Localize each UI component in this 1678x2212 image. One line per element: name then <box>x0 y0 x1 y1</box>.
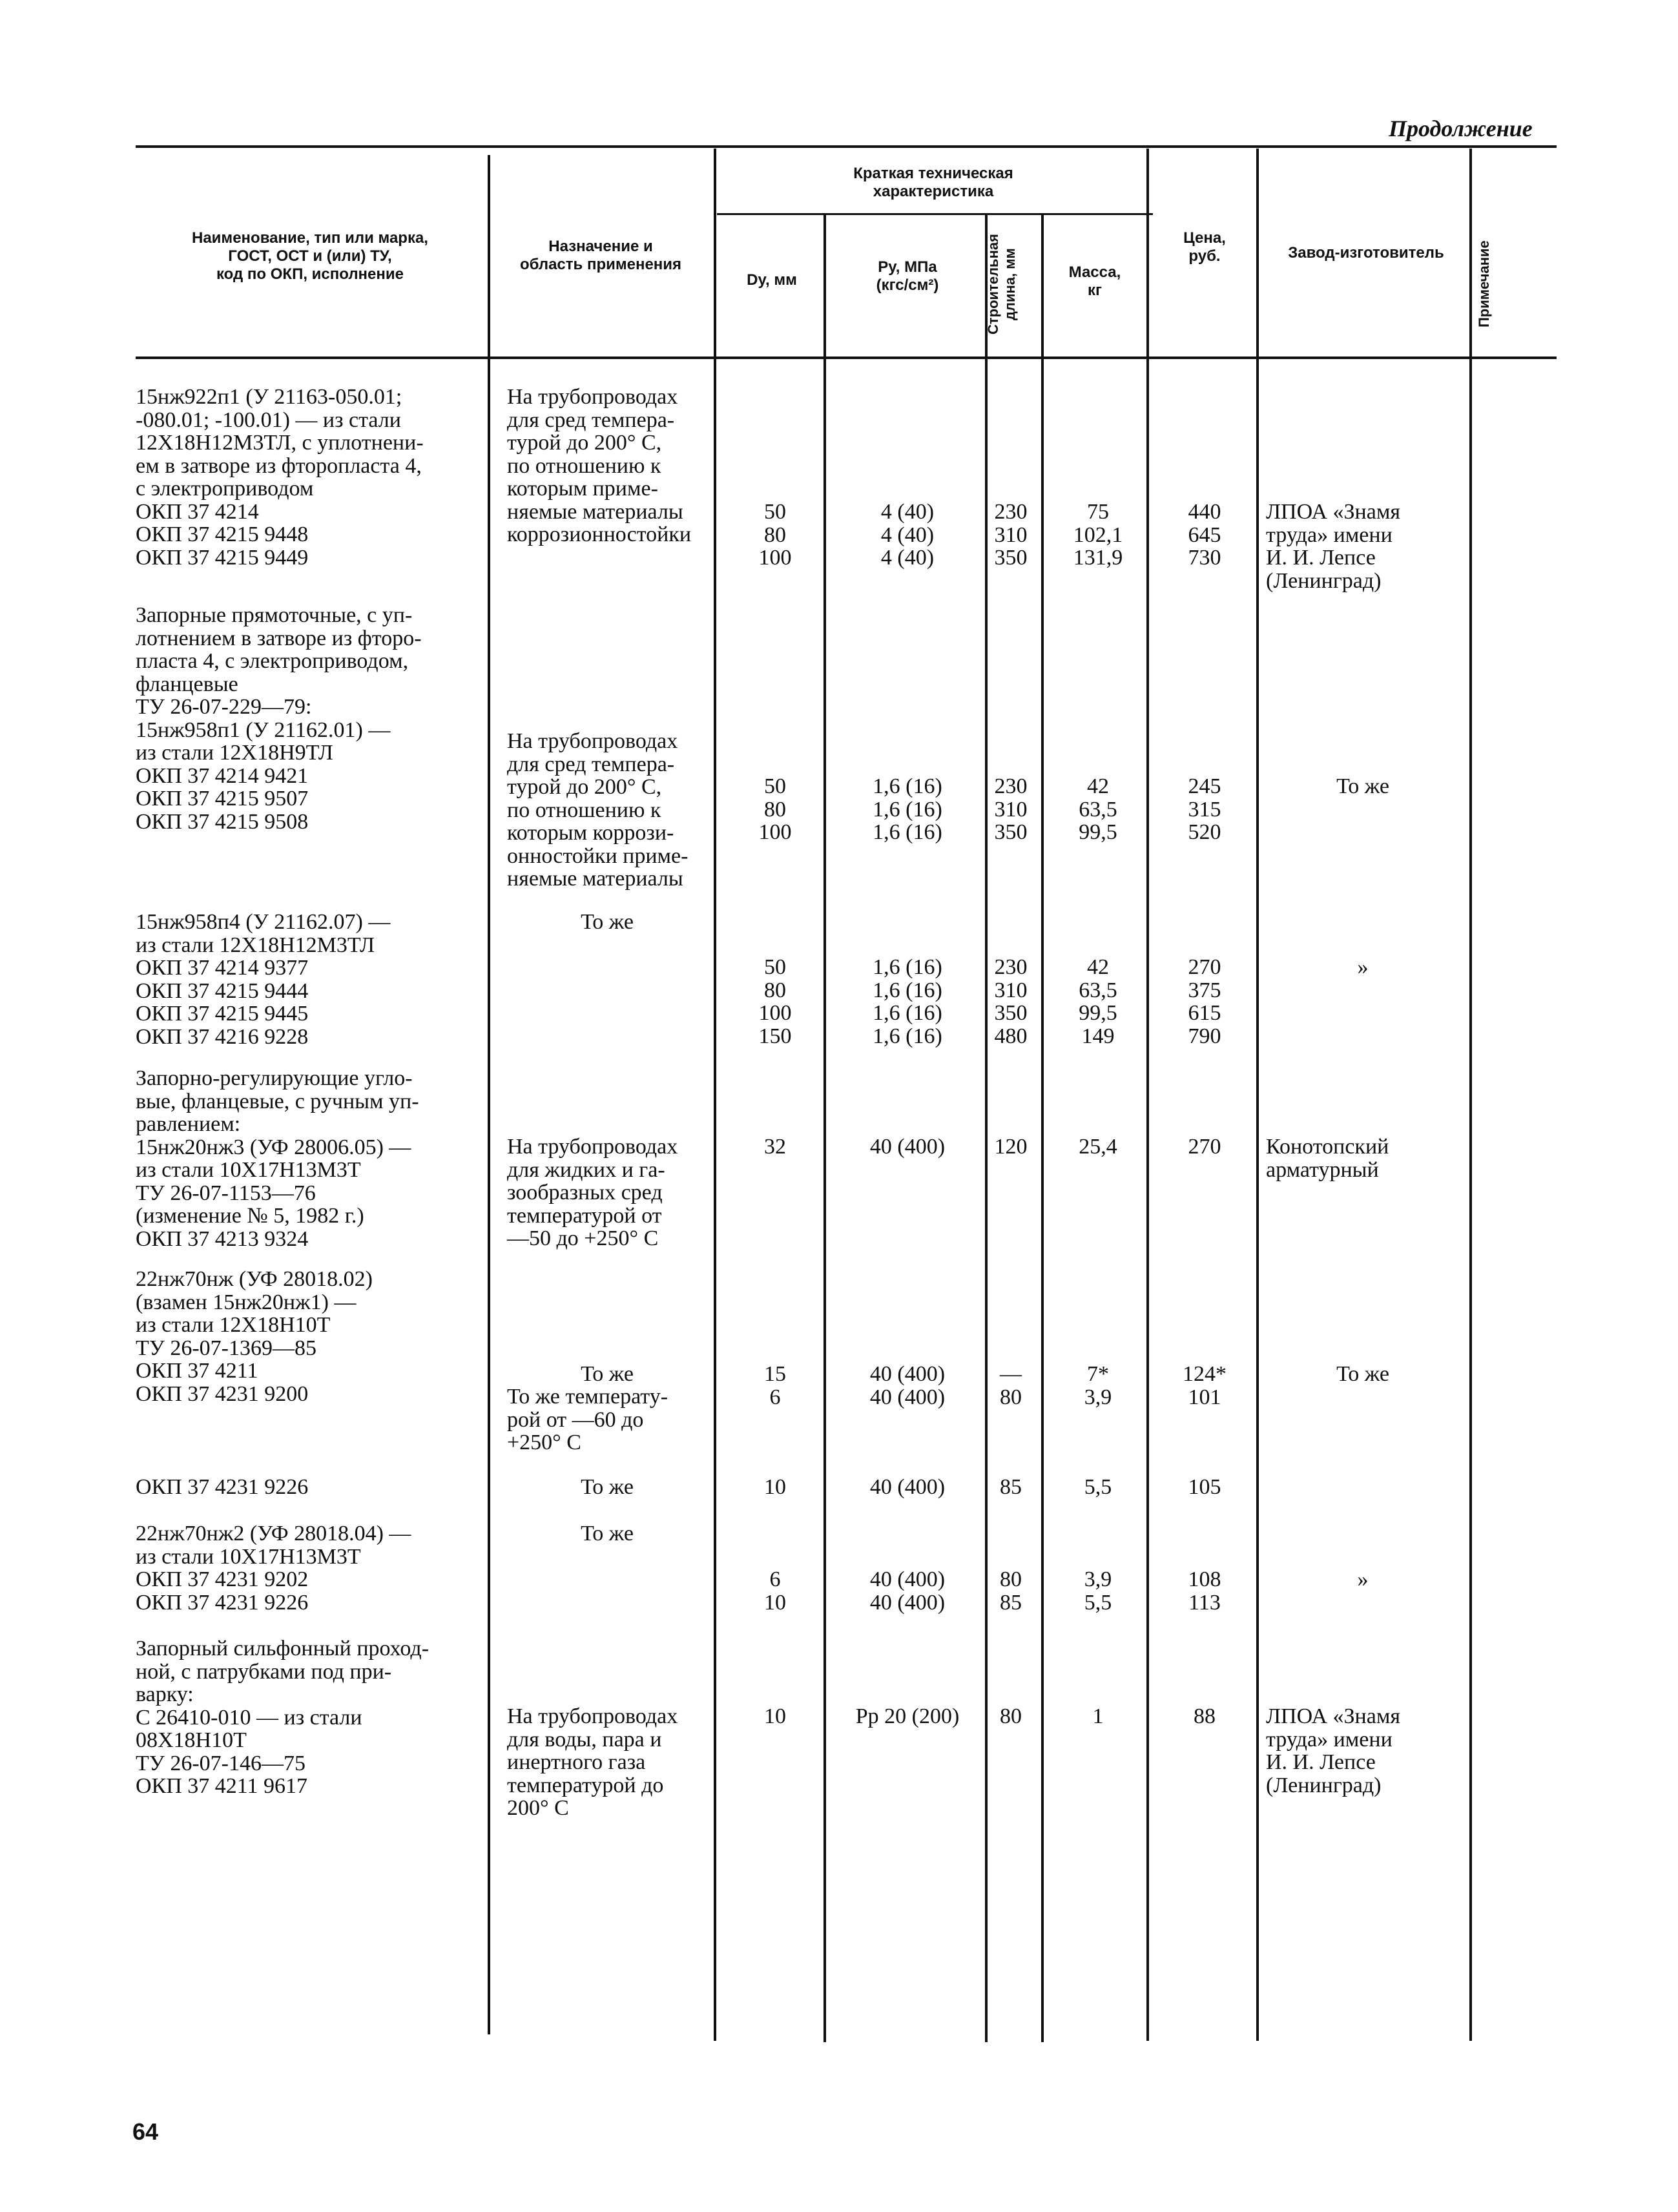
row-purpose: То же температу- рой от —60 до +250° С <box>507 1385 668 1454</box>
row-maker: То же <box>1336 774 1389 798</box>
row-dy: 6 10 <box>764 1567 786 1615</box>
row-length: 120 <box>994 1135 1028 1159</box>
row-mass: 42 63,5 99,5 149 <box>1079 955 1117 1048</box>
row-purpose: То же <box>581 1362 634 1386</box>
header-mass: Масса, кг <box>1068 264 1121 299</box>
row-maker: » <box>1357 1567 1369 1591</box>
header-py: Pу, МПа (кгс/см²) <box>876 258 939 294</box>
header-tech: Краткая техническая характеристика <box>853 165 1013 200</box>
row-dy: 50 80 100 150 <box>758 955 792 1048</box>
column-divider <box>714 149 716 2041</box>
row-py: 40 (400) <box>869 1475 946 1499</box>
header-purpose: Назначение и область применения <box>519 238 682 273</box>
row-length: 80 <box>1000 1704 1022 1728</box>
row-price: 440 645 730 <box>1188 500 1221 570</box>
column-divider <box>488 155 490 2034</box>
row-price: 88 <box>1194 1704 1216 1728</box>
row-purpose: То же <box>581 1522 634 1545</box>
header-dy: Dу, мм <box>747 271 797 289</box>
row-name: ОКП 37 4231 9226 <box>136 1475 309 1499</box>
row-mass: 3,9 5,5 <box>1084 1567 1112 1615</box>
header-rule <box>136 357 1557 359</box>
row-length: 230 310 350 <box>994 500 1028 570</box>
row-py: 1,6 (16) 1,6 (16) 1,6 (16) <box>873 774 942 844</box>
row-purpose: На трубопроводах для воды, пара и инертного газа температурой до 200° С <box>507 1704 678 1820</box>
row-maker: » <box>1357 955 1369 979</box>
column-divider <box>823 214 826 2042</box>
row-price: 124* 101 <box>1183 1362 1227 1409</box>
row-purpose: То же <box>581 1475 634 1499</box>
row-length: 230 310 350 480 <box>994 955 1028 1048</box>
row-length: 230 310 350 <box>994 774 1028 844</box>
row-purpose: На трубопроводах для сред темпера- турой до 200° С, по отношению к которым приме- няемые материалы коррозионностойки <box>507 385 692 546</box>
row-py: 4 (40) 4 (40) 4 (40) <box>880 500 935 570</box>
column-divider <box>1469 149 1472 2041</box>
row-mass: 5,5 <box>1084 1475 1112 1499</box>
page-number: 64 <box>132 2118 159 2145</box>
header-note: Примечание <box>1476 240 1492 328</box>
row-purpose: На трубопроводах для сред темпера- турой до 200° С, по отношению к которым коррози- онностойки приме- няемые материалы <box>507 729 689 891</box>
row-dy: 50 80 100 <box>758 774 792 844</box>
header-price: Цена, руб. <box>1183 229 1226 265</box>
row-length: 80 85 <box>1000 1567 1022 1615</box>
row-maker: ЛПОА «Знамя труда» имени И. И. Лепсе (Ленинград) <box>1266 1704 1401 1797</box>
row-mass: 75 102,1 131,9 <box>1073 500 1123 570</box>
header-length: Строительная длина, мм <box>985 234 1018 335</box>
row-name: Запорный сильфонный проход- ной, с патрубками под при- варку: С 26410-010 — из стали 08Х18Н10Т ТУ 26-07-146—75 ОКП 37 4211 9617 <box>136 1637 430 1798</box>
row-mass: 42 63,5 99,5 <box>1079 774 1117 844</box>
row-name: 15нж922п1 (У 21163-050.01; -080.01; -100.01) — из стали 12Х18Н12М3ТЛ, с уплотнени- ем в затворе из фторопласта 4, с электроприводом ОКП 37 4214 ОКП 37 4215 9448 ОКП 37 4215 9449 <box>136 385 424 570</box>
row-purpose: То же <box>581 910 634 934</box>
row-length: — 80 <box>1000 1362 1022 1409</box>
row-py: 40 (400) 40 (400) <box>869 1567 946 1615</box>
row-dy: 15 6 <box>764 1362 786 1409</box>
header-maker: Завод-изготовитель <box>1288 244 1444 262</box>
row-dy: 50 80 100 <box>758 500 792 570</box>
row-py: 40 (400) <box>869 1135 946 1159</box>
row-mass: 7* 3,9 <box>1084 1362 1112 1409</box>
row-name: 22нж70нж (УФ 28018.02) (взамен 15нж20нж1) — из стали 12Х18Н10Т ТУ 26-07-1369—85 ОКП 37 4211 ОКП 37 4231 9200 <box>136 1267 373 1406</box>
row-name: Запорно-регулирующие угло- вые, фланцевые, с ручным уп- равлением: 15нж20нж3 (УФ 28006.05) — из стали 10Х17Н13М3Т ТУ 26-07-1153—76 (изменение № 5, 1982 г.) ОКП 37 4213 9324 <box>136 1066 419 1251</box>
row-purpose: На трубопроводах для жидких и га- зообразных сред температурой от —50 до +250° С <box>507 1135 678 1250</box>
header-name: Наименование, тип или марка, ГОСТ, ОСТ и (или) ТУ, код по ОКП, исполнение <box>192 229 428 283</box>
row-length: 85 <box>1000 1475 1022 1499</box>
column-divider <box>1146 149 1149 2041</box>
row-py: Pр 20 (200) <box>855 1704 960 1728</box>
row-py: 1,6 (16) 1,6 (16) 1,6 (16) 1,6 (16) <box>873 955 942 1048</box>
tech-subheader-rule <box>717 213 1153 215</box>
row-name: Запорные прямоточные, с уп- лотнением в затворе из фторо- пласта 4, с электроприводом, фланцевые ТУ 26-07-229—79: 15нж958п1 (У 21162.01) — из стали 12Х18Н9ТЛ ОКП 37 4214 9421 ОКП 37 4215 9507 ОКП 37 4215 9508 <box>136 603 422 834</box>
column-divider <box>985 214 988 2042</box>
row-price: 270 <box>1188 1135 1221 1159</box>
row-maker: ЛПОА «Знамя труда» имени И. И. Лепсе (Ленинград) <box>1266 500 1401 593</box>
column-divider <box>1256 149 1259 2041</box>
row-maker: То же <box>1336 1362 1389 1386</box>
row-dy: 10 <box>764 1475 786 1499</box>
row-dy: 10 <box>764 1704 786 1728</box>
row-price: 108 113 <box>1188 1567 1221 1615</box>
top-rule <box>136 145 1557 148</box>
row-name: 22нж70нж2 (УФ 28018.04) — из стали 10Х17Н13М3Т ОКП 37 4231 9202 ОКП 37 4231 9226 <box>136 1522 411 1615</box>
row-price: 105 <box>1188 1475 1221 1499</box>
column-divider <box>1041 214 1044 2042</box>
row-price: 245 315 520 <box>1188 774 1221 844</box>
row-price: 270 375 615 790 <box>1188 955 1221 1048</box>
row-mass: 1 <box>1092 1704 1104 1728</box>
row-maker: Конотопский арматурный <box>1266 1135 1389 1182</box>
continuation-label: Продолжение <box>1389 116 1533 141</box>
row-name: 15нж958п4 (У 21162.07) — из стали 12Х18Н12М3ТЛ ОКП 37 4214 9377 ОКП 37 4215 9444 ОКП 37 4215 9445 ОКП 37 4216 9228 <box>136 910 391 1049</box>
row-dy: 32 <box>764 1135 786 1159</box>
row-py: 40 (400) 40 (400) <box>869 1362 946 1409</box>
row-mass: 25,4 <box>1079 1135 1117 1159</box>
